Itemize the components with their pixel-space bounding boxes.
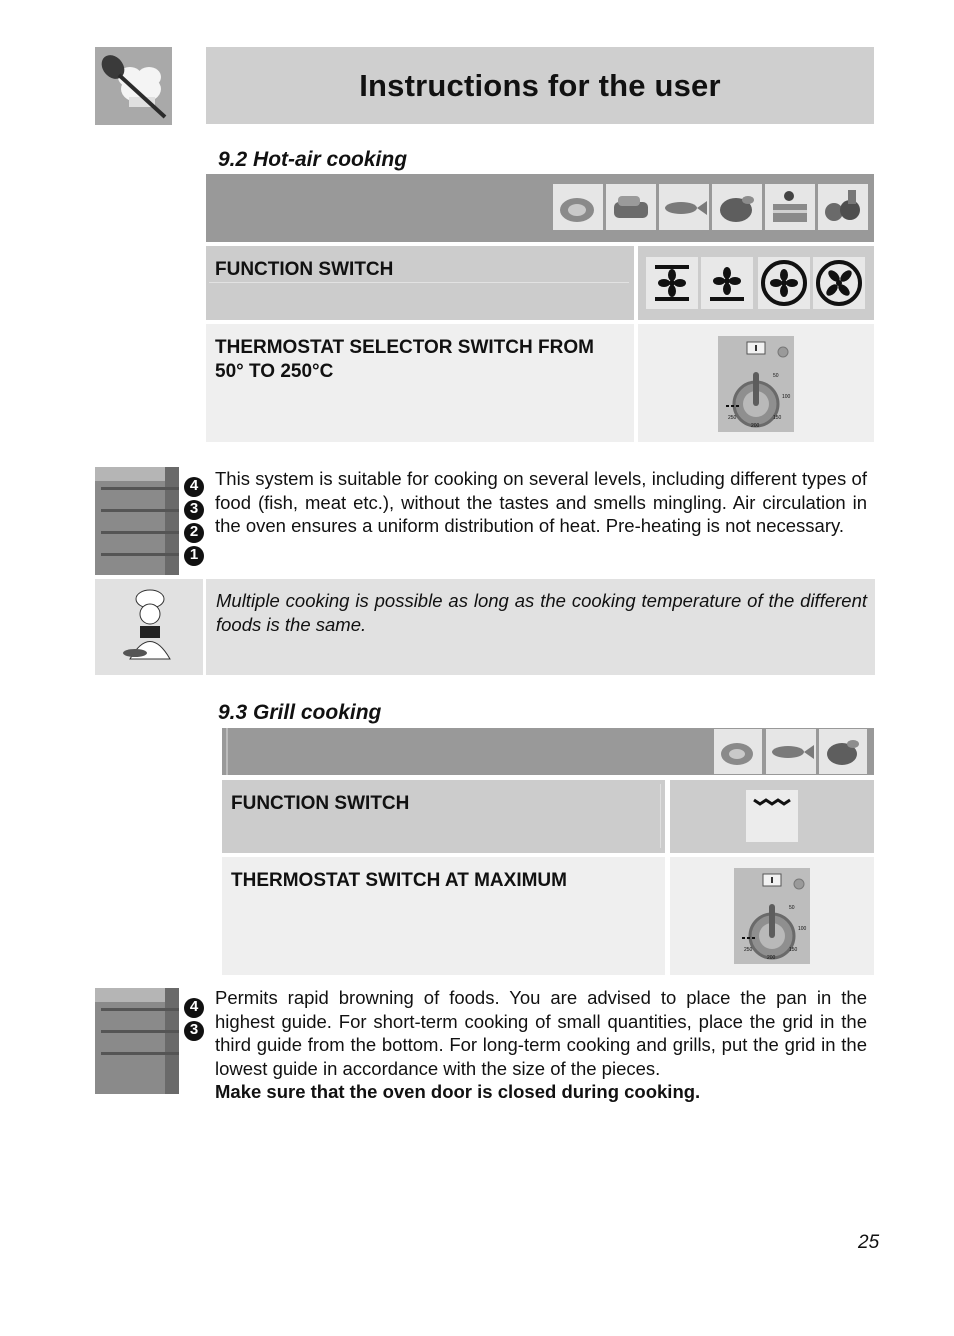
dial-tick-150: 150 [789, 947, 798, 953]
hot-air-section-title: 9.2 Hot-air cooking [218, 148, 408, 171]
dial-tick-100: 100 [798, 926, 807, 932]
dial-tick-250: 250 [728, 415, 737, 421]
thermostat-dial [734, 868, 810, 964]
oven-shelf-levels-illustration [95, 467, 205, 575]
chef-note-box [206, 579, 875, 675]
grill-element-icon [746, 790, 798, 842]
meat-icon [553, 184, 603, 230]
chef-icon [95, 579, 203, 675]
bottom-fan-icon [701, 257, 753, 309]
logo [95, 47, 172, 125]
shelf-level-4: 4 [189, 477, 199, 494]
vegetables-icon [818, 184, 868, 230]
fish-icon [659, 184, 709, 230]
grill-food-band [222, 728, 874, 775]
divider [660, 784, 661, 848]
shelf-level-3: 3 [189, 1021, 199, 1038]
header-bar [206, 47, 874, 124]
grill-thermostat-dial-cell [670, 857, 874, 975]
spoon-chef-hat-icon [95, 47, 172, 125]
divider [209, 282, 629, 283]
poultry-icon [712, 184, 762, 230]
thermostat-selector-label: THERMOSTAT SELECTOR SWITCH FROM 50° TO 250°C [215, 337, 594, 382]
multiple-cooking-note: Multiple cooking is possible as long as the cooking temperature of the different foods is the same. [216, 590, 867, 635]
divider [226, 728, 228, 775]
top-bottom-fan-icon [646, 257, 698, 309]
circular-fan-icon [758, 257, 810, 309]
dial-tick-200: 200 [751, 423, 760, 429]
cake-icon [765, 184, 815, 230]
grill-description-text: Permits rapid browning of foods. You are advised to place the pan in the highest guide. For short-term cooking of small quantities, place the grid in the third guide from the bottom. For long-term cooking and grills, put the grid in the lowest guide in accordance with the size of the pieces. [215, 987, 867, 1079]
fish-icon [766, 729, 816, 774]
function-switch-label: FUNCTION SWITCH [215, 259, 394, 280]
dial-tick-200: 200 [767, 955, 776, 961]
hot-air-thermostat-label-cell [206, 324, 634, 442]
dial-tick-50: 50 [789, 905, 795, 911]
thermostat-max-label: THERMOSTAT SWITCH AT MAXIMUM [231, 870, 567, 891]
fan-icon [813, 257, 865, 309]
shelf-level-3: 3 [189, 500, 199, 517]
hot-air-food-band [206, 174, 874, 242]
shelf-level-4: 4 [189, 998, 199, 1015]
grill-description [215, 986, 867, 1104]
grill-function-label-cell [222, 780, 665, 853]
door-closed-warning: Make sure that the oven door is closed during cooking. [215, 1081, 701, 1102]
shelf-level-1: 1 [189, 546, 199, 563]
poultry-icon [819, 729, 867, 774]
grill-thermostat-label-cell [222, 857, 665, 975]
dial-tick-250: 250 [744, 947, 753, 953]
dial-tick-100: 100 [782, 394, 791, 400]
oven-shelf-levels-illustration [95, 988, 205, 1094]
page-number: 25 [858, 1232, 880, 1253]
shelf-level-2: 2 [189, 523, 199, 540]
chef-illustration [95, 579, 203, 675]
dial-tick-50: 50 [773, 373, 779, 379]
page-title: Instructions for the user [359, 67, 721, 103]
meat-icon [714, 729, 762, 774]
hot-air-description: This system is suitable for cooking on several levels, including different types of food (fish, meat etc.), without the tastes and smells mingling. Air circulation in the oven ensures a uniform distribution of heat. Pre-heating is not necessary. [215, 468, 867, 536]
grill-function-icon-cell [670, 780, 874, 853]
grill-section-title: 9.3 Grill cooking [218, 701, 382, 724]
hot-air-function-label-cell [206, 246, 634, 320]
function-switch-label: FUNCTION SWITCH [231, 793, 410, 814]
dial-tick-150: 150 [773, 415, 782, 421]
bread-icon [606, 184, 656, 230]
hot-air-function-icons-cell [638, 246, 874, 320]
thermostat-dial [718, 336, 794, 432]
hot-air-thermostat-dial-cell [638, 324, 874, 442]
